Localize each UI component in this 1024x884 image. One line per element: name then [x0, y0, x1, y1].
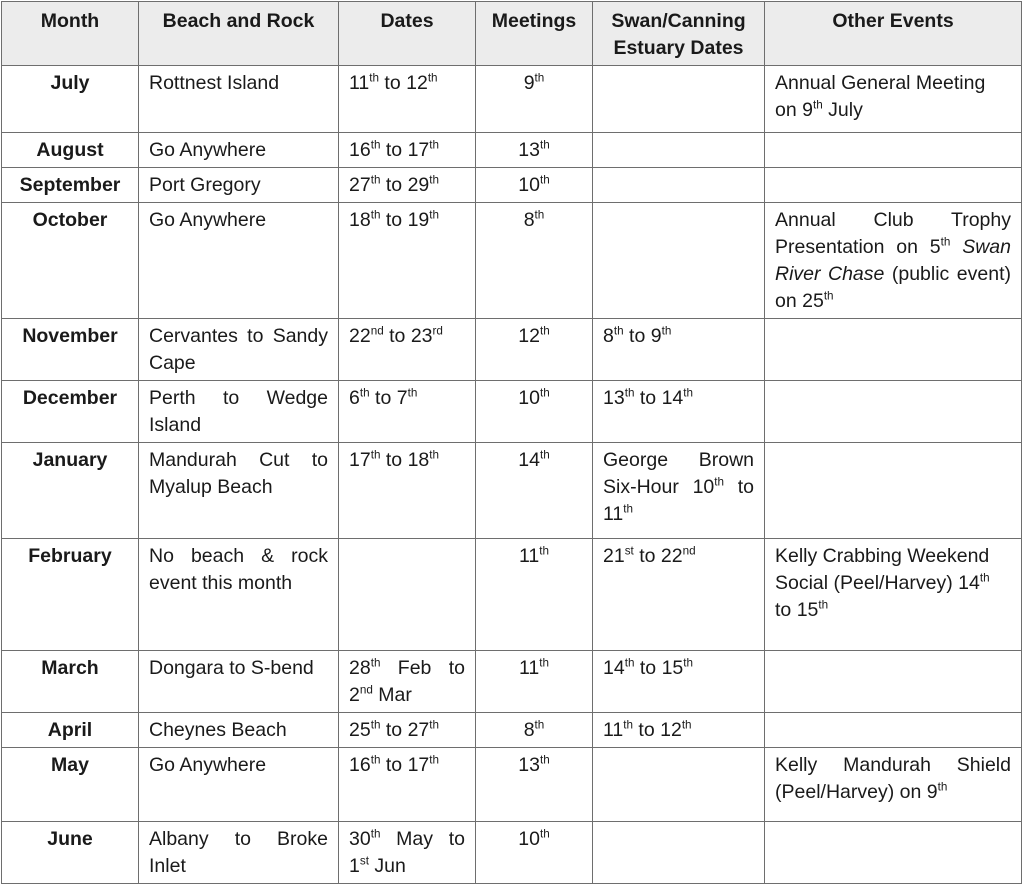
meetings-cell: 11th — [476, 539, 593, 651]
other-events-cell — [765, 713, 1022, 748]
events-calendar-table — [1, 1, 1022, 884]
table-row — [2, 822, 1022, 884]
table-row — [2, 651, 1022, 713]
swan-canning-cell: George Brown Six-Hour 10th to 11th — [593, 443, 765, 539]
event-name-italic: Swan River Chase — [775, 236, 1011, 285]
meetings-cell: 13th — [476, 748, 593, 822]
other-events-cell: Annual Club Trophy Presentation on 5th Swan River Chase (public event) on 25th — [765, 203, 1022, 319]
dates-cell: 11th to 12th — [339, 66, 476, 133]
table-row — [2, 443, 1022, 539]
dates-cell: 16th to 17th — [339, 748, 476, 822]
table-row — [2, 539, 1022, 651]
beach-rock-cell: Dongara to S-bend — [139, 651, 339, 713]
swan-canning-cell — [593, 66, 765, 133]
month-cell: June — [2, 822, 139, 884]
month-cell: September — [2, 168, 139, 203]
table-row — [2, 133, 1022, 168]
header-dates: Dates — [339, 2, 476, 66]
month-cell: March — [2, 651, 139, 713]
dates-cell: 6th to 7th — [339, 381, 476, 443]
beach-rock-cell: Cervantes to Sandy Cape — [139, 319, 339, 381]
other-events-cell: Kelly Crabbing Weekend Social (Peel/Harvey) 14th to 15th — [765, 539, 1022, 651]
beach-rock-cell: Perth to Wedge Island — [139, 381, 339, 443]
dates-cell: 18th to 19th — [339, 203, 476, 319]
beach-rock-cell: Albany to Broke Inlet — [139, 822, 339, 884]
beach-rock-cell: Go Anywhere — [139, 203, 339, 319]
swan-canning-cell — [593, 748, 765, 822]
header-beach-and-rock: Beach and Rock — [139, 2, 339, 66]
dates-cell — [339, 539, 476, 651]
month-cell: August — [2, 133, 139, 168]
dates-cell: 17th to 18th — [339, 443, 476, 539]
swan-canning-cell: 11th to 12th — [593, 713, 765, 748]
other-events-cell — [765, 319, 1022, 381]
meetings-cell: 12th — [476, 319, 593, 381]
swan-canning-cell: 21st to 22nd — [593, 539, 765, 651]
swan-canning-cell: 14th to 15th — [593, 651, 765, 713]
meetings-cell: 8th — [476, 203, 593, 319]
other-events-cell — [765, 381, 1022, 443]
beach-rock-cell: No beach & rock event this month — [139, 539, 339, 651]
beach-rock-cell: Port Gregory — [139, 168, 339, 203]
other-events-cell — [765, 822, 1022, 884]
other-events-cell — [765, 168, 1022, 203]
dates-cell: 27th to 29th — [339, 168, 476, 203]
swan-canning-cell — [593, 822, 765, 884]
dates-cell: 16th to 17th — [339, 133, 476, 168]
beach-rock-cell: Go Anywhere — [139, 748, 339, 822]
swan-canning-cell — [593, 168, 765, 203]
table-row — [2, 381, 1022, 443]
month-cell: April — [2, 713, 139, 748]
table-row — [2, 168, 1022, 203]
beach-rock-cell: Mandurah Cut to Myalup Beach — [139, 443, 339, 539]
table-row — [2, 203, 1022, 319]
swan-canning-cell — [593, 203, 765, 319]
month-cell: May — [2, 748, 139, 822]
meetings-cell: 10th — [476, 822, 593, 884]
dates-cell: 22nd to 23rd — [339, 319, 476, 381]
month-cell: February — [2, 539, 139, 651]
header-meetings: Meetings — [476, 2, 593, 66]
swan-canning-cell: 13th to 14th — [593, 381, 765, 443]
meetings-cell: 13th — [476, 133, 593, 168]
dates-cell: 30th May to 1st Jun — [339, 822, 476, 884]
header-swan-canning-line2: Estuary Dates — [613, 37, 744, 59]
month-cell: July — [2, 66, 139, 133]
other-events-cell: Kelly Mandurah Shield (Peel/Harvey) on 9th — [765, 748, 1022, 822]
header-month: Month — [2, 2, 139, 66]
other-events-cell: Annual General Meeting on 9th July — [765, 66, 1022, 133]
meetings-cell: 11th — [476, 651, 593, 713]
table-row — [2, 66, 1022, 133]
beach-rock-cell: Rottnest Island — [139, 66, 339, 133]
table-row — [2, 713, 1022, 748]
month-cell: November — [2, 319, 139, 381]
header-swan-canning — [593, 2, 765, 66]
header-other-events: Other Events — [765, 2, 1022, 66]
table-row — [2, 319, 1022, 381]
month-cell: January — [2, 443, 139, 539]
meetings-cell: 14th — [476, 443, 593, 539]
meetings-cell: 8th — [476, 713, 593, 748]
header-row — [2, 2, 1022, 66]
table-row — [2, 748, 1022, 822]
other-events-cell — [765, 443, 1022, 539]
meetings-cell: 10th — [476, 381, 593, 443]
header-swan-canning-line1: Swan/Canning — [611, 10, 746, 32]
beach-rock-cell: Go Anywhere — [139, 133, 339, 168]
meetings-cell: 9th — [476, 66, 593, 133]
month-cell: October — [2, 203, 139, 319]
month-cell: December — [2, 381, 139, 443]
dates-cell: 25th to 27th — [339, 713, 476, 748]
beach-rock-cell: Cheynes Beach — [139, 713, 339, 748]
other-events-cell — [765, 133, 1022, 168]
other-events-cell — [765, 651, 1022, 713]
swan-canning-cell — [593, 133, 765, 168]
swan-canning-cell: 8th to 9th — [593, 319, 765, 381]
meetings-cell: 10th — [476, 168, 593, 203]
dates-cell: 28th Feb to 2nd Mar — [339, 651, 476, 713]
